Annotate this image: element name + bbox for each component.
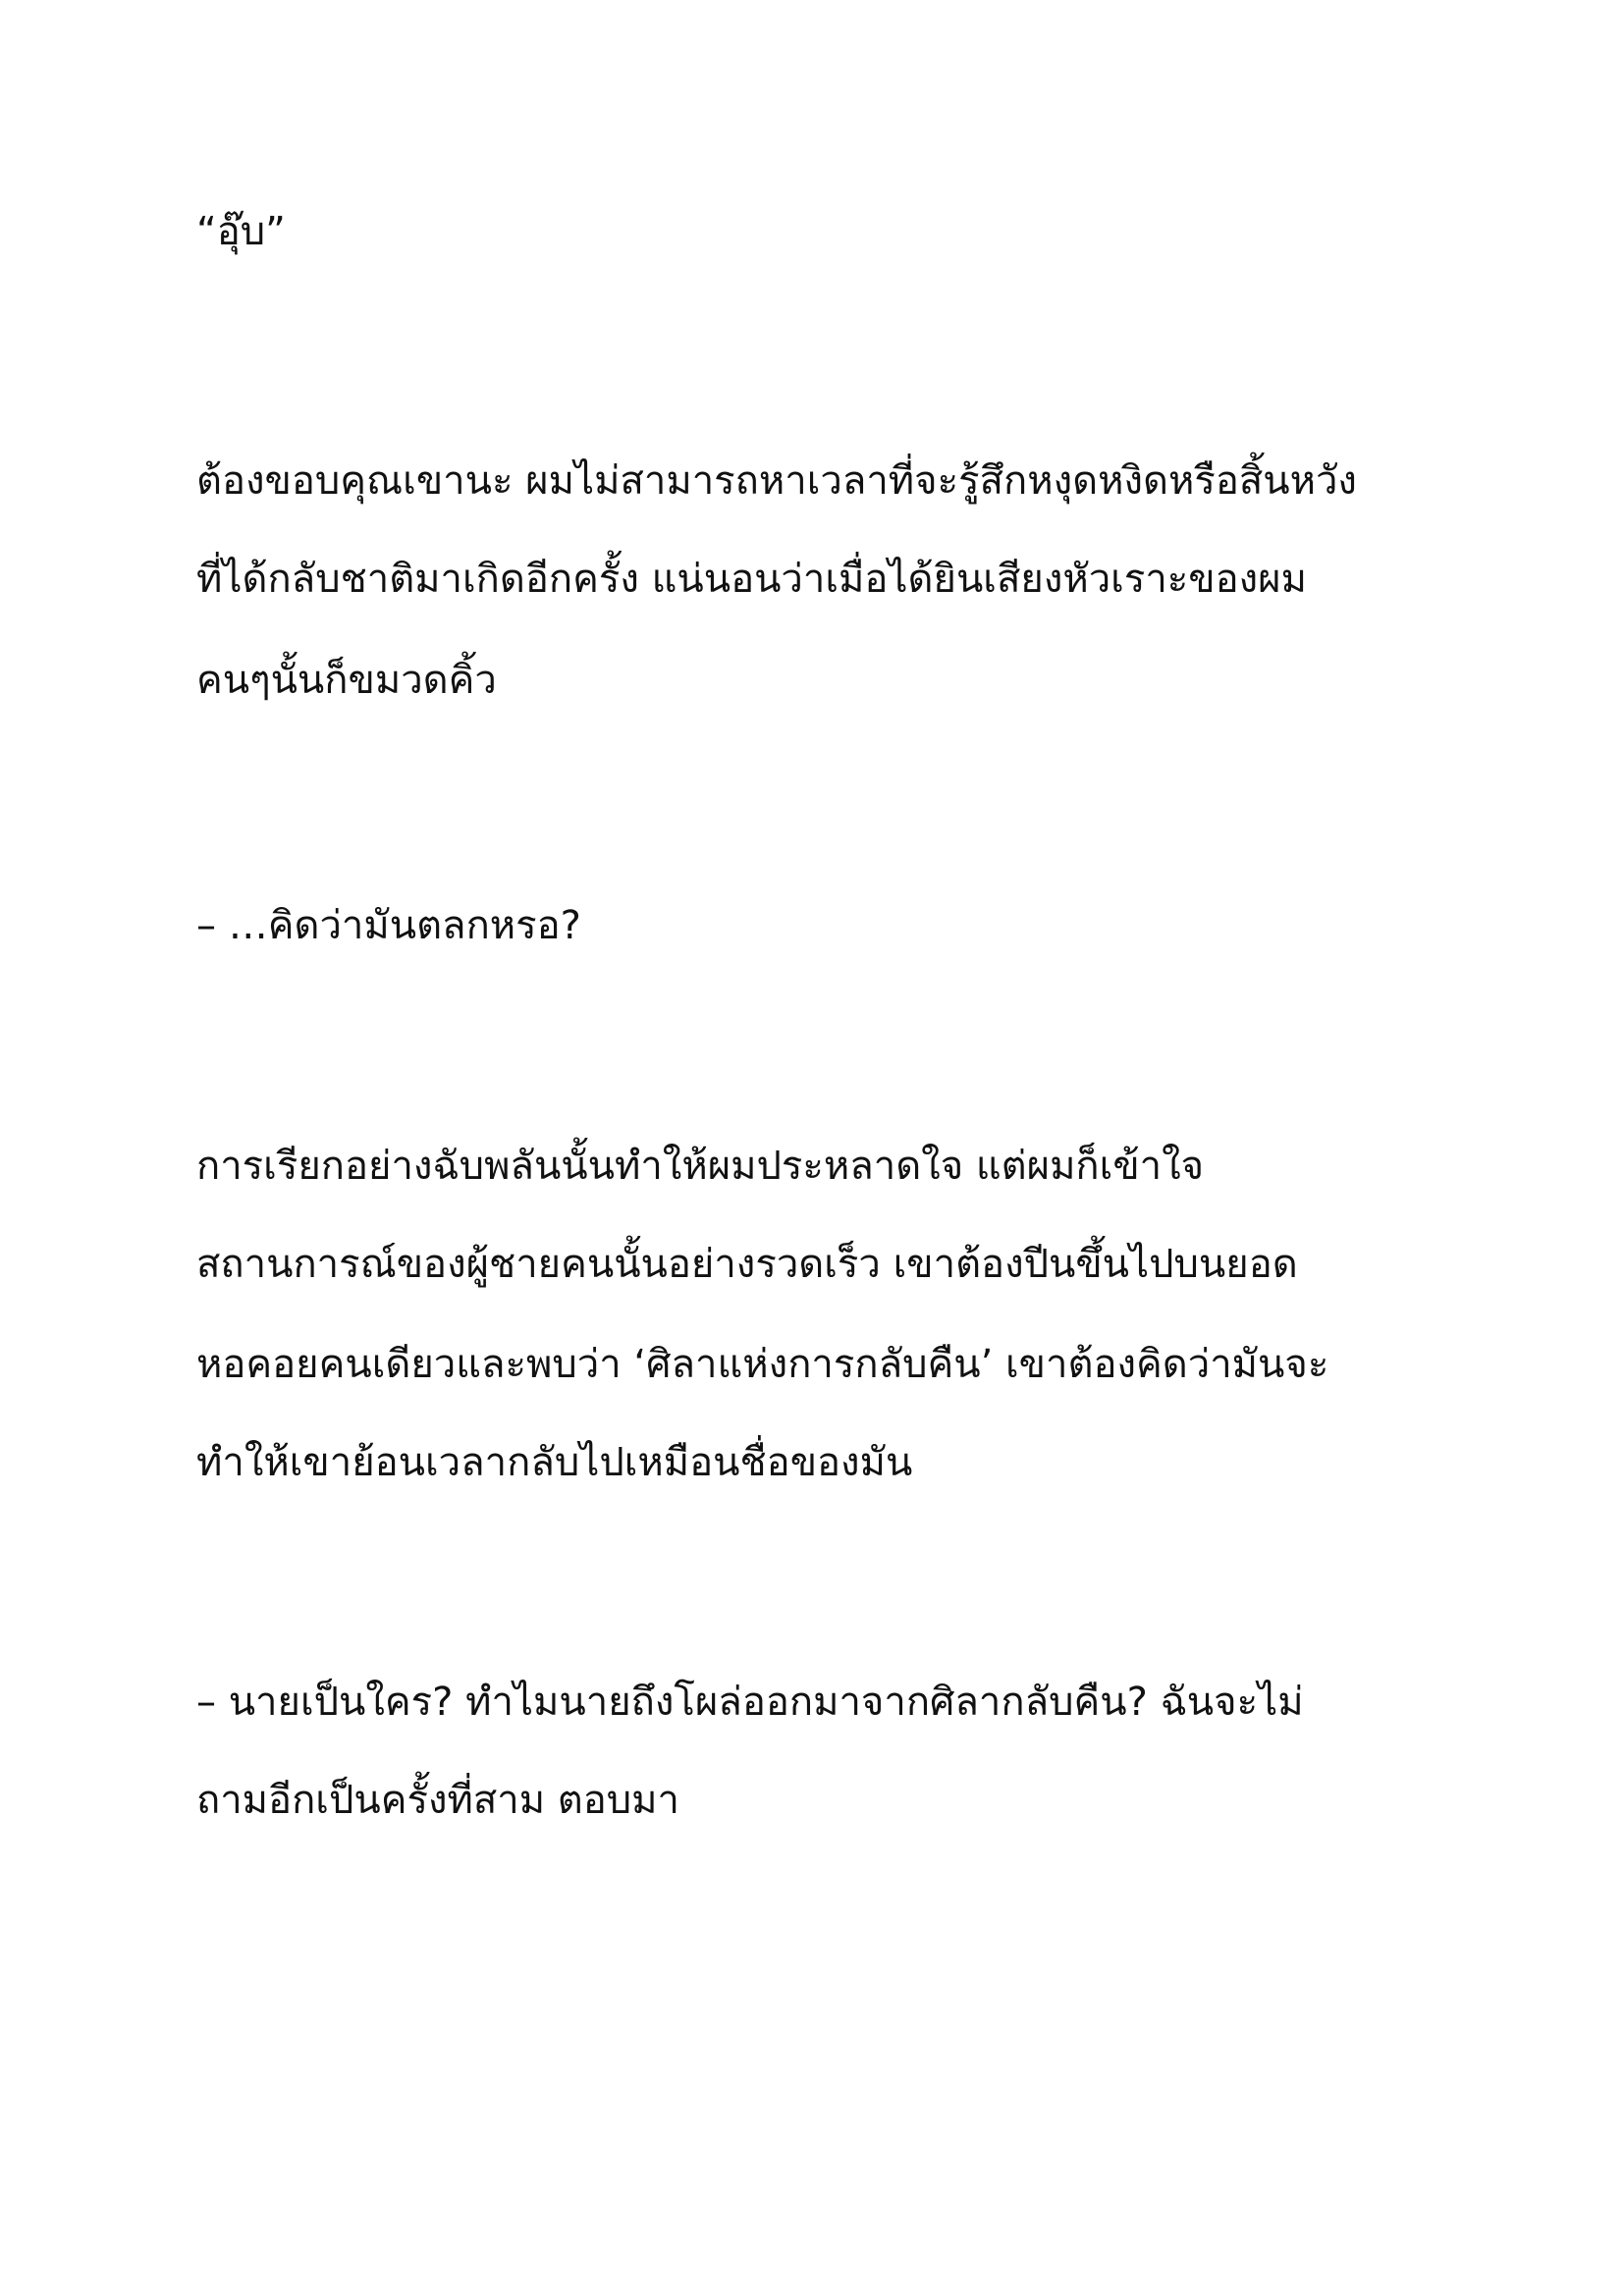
paragraph-2-line-1: ต้องขอบคุณเขานะ ผมไม่สามารถหาเวลาที่จะรู้สึกหงุดหงิดหรือสิ้นหวัง [196,458,1357,504]
paragraph-5-line-2: ถามอีกเป็นครั้งที่สาม ตอบมา [196,1778,680,1823]
paragraph-3-line-1: – …คิดว่ามันตลกหรอ? [196,903,581,948]
paragraph-5-line-1: – นายเป็นใคร? ทำไมนายถึงโผล่ออกมาจากศิลากลับคืน? ฉันจะไม่ [196,1680,1304,1725]
paragraph-4-line-2: สถานการณ์ของผู้ชายคนนั้นอย่างรวดเร็ว เขาต้องปีนขึ้นไปบนยอด [196,1242,1298,1287]
paragraph-2-line-3: คนๆนั้นก็ขมวดคิ้ว [196,658,497,703]
paragraph-4-line-3: หอคอยคนเดียวและพบว่า ‘ศิลาแห่งการกลับคืน’ เขาต้องคิดว่ามันจะ [196,1342,1329,1387]
paragraph-1-line-1: “อุ๊บ” [196,209,286,254]
paragraph-4-line-1: การเรียกอย่างฉับพลันนั้นทำให้ผมประหลาดใจ แต่ผมก็เข้าใจ [196,1144,1205,1189]
paragraph-4-line-4: ทำให้เขาย้อนเวลากลับไปเหมือนชื่อของมัน [196,1440,913,1485]
paragraph-2-line-2: ที่ได้กลับชาติมาเกิดอีกครั้ง แน่นอนว่าเมื่อได้ยินเสียงหัวเราะของผม [196,557,1307,602]
